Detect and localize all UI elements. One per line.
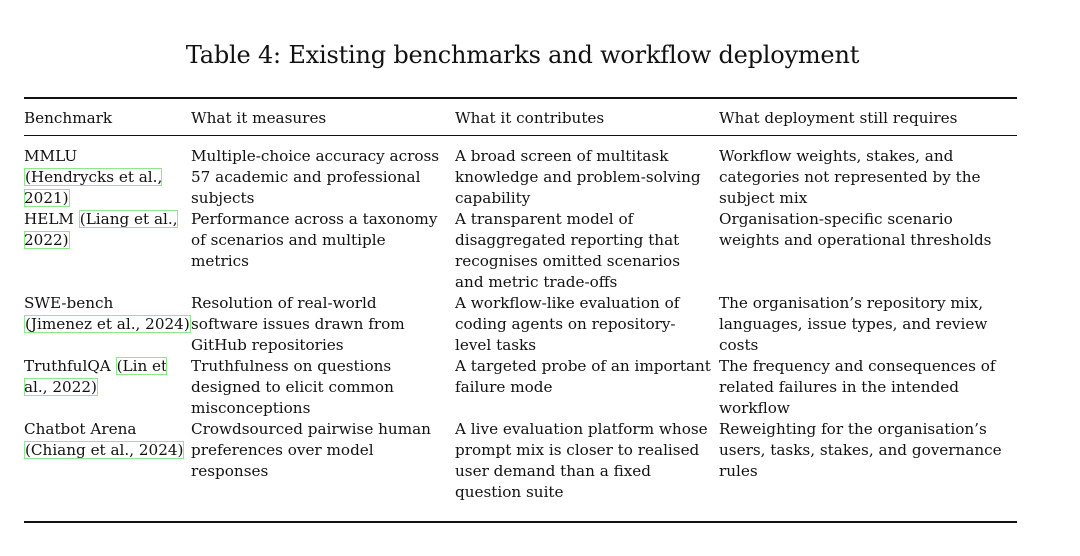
citation-link[interactable]: (Hendrycks et al., 2021): [24, 168, 163, 207]
requires-cell: Workflow weights, stakes, and categories not represented by the subject mix: [719, 147, 981, 207]
measures-cell: Resolution of real-world software issues drawn from GitHub repositories: [191, 294, 405, 354]
measures-cell: Performance across a taxonomy of scenarios and multiple metrics: [191, 210, 438, 270]
table-row: [24, 293, 1017, 356]
requires-cell: Reweighting for the organisation’s users, tasks, stakes, and governance rules: [719, 420, 1002, 480]
table-caption: Table 4: Existing benchmarks and workflow deployment: [185, 41, 860, 69]
table-row: [24, 356, 1017, 419]
contributes-cell: A targeted probe of an important failure mode: [455, 357, 711, 396]
citation-link[interactable]: (Jimenez et al., 2024): [25, 315, 190, 333]
benchmark-name: HELM: [24, 210, 74, 228]
benchmark-cell: [24, 293, 191, 356]
measures-cell: Multiple-choice accuracy across 57 academic and professional subjects: [191, 147, 440, 207]
citation-link[interactable]: (Lin et al., 2022): [24, 357, 168, 396]
top-rule: [24, 97, 1017, 99]
contributes-cell: A workflow-like evaluation of coding agents on repository-level tasks: [455, 294, 680, 354]
table-row: [24, 209, 1017, 293]
benchmark-cell: [24, 356, 191, 419]
header-benchmark: Benchmark: [24, 109, 113, 127]
bottom-rule: [24, 521, 1017, 523]
contributes-cell: A broad screen of multitask knowledge and problem-solving capability: [455, 147, 701, 207]
citation-link[interactable]: (Chiang et al., 2024): [25, 441, 184, 459]
table-row: [24, 419, 1017, 503]
requires-cell: The organisation’s repository mix, languages, issue types, and review costs: [719, 294, 988, 354]
contributes-cell: A transparent model of disaggregated reporting that recognises omitted scenarios and metric trade-offs: [455, 210, 680, 291]
header-contributes: What it contributes: [455, 109, 605, 127]
citation-link[interactable]: (Liang et al., 2022): [24, 210, 178, 249]
benchmark-name: SWE-bench: [24, 294, 114, 312]
measures-cell: Crowdsourced pairwise human preferences over model responses: [191, 420, 431, 480]
contributes-cell: A live evaluation platform whose prompt mix is closer to realised user demand than a fixed question suite: [455, 420, 708, 501]
benchmark-cell: [24, 136, 191, 209]
table-row: [24, 136, 1017, 209]
header-measures: What it measures: [191, 109, 327, 127]
table-header-row: [24, 103, 1017, 136]
benchmark-name: MMLU: [24, 147, 78, 165]
benchmarks-table: [24, 103, 1017, 503]
benchmark-name: Chatbot Arena: [24, 420, 137, 438]
benchmark-cell: [24, 419, 191, 503]
measures-cell: Truthfulness on questions designed to elicit common misconceptions: [191, 357, 394, 417]
benchmark-name: TruthfulQA: [24, 357, 111, 375]
requires-cell: The frequency and consequences of related failures in the intended workflow: [719, 357, 996, 417]
header-requires: What deployment still requires: [719, 109, 958, 127]
requires-cell: Organisation-specific scenario weights and operational thresholds: [719, 210, 992, 249]
benchmark-cell: [24, 209, 191, 293]
